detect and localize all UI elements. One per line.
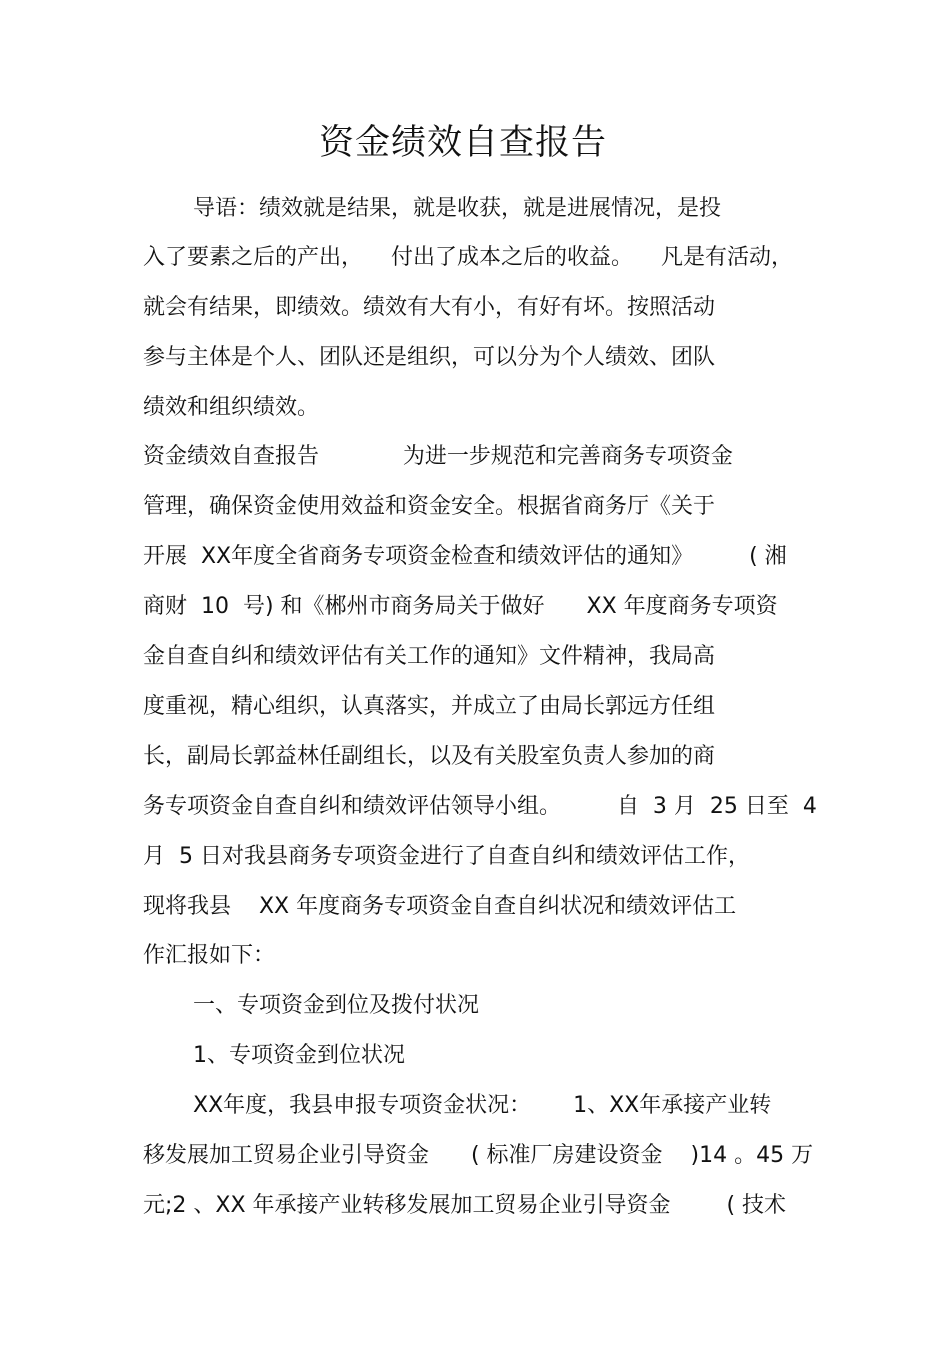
paragraph-line: 绩效和组织绩效。 xyxy=(143,395,320,420)
paragraph-line: 开展 XX年度全省商务专项资金检查和绩效评估的通知》 ( 湘 xyxy=(143,544,787,569)
paragraph-line: 移发展加工贸易企业引导资金 ( 标准厂房建设资金 )14 。45 万 xyxy=(143,1143,814,1168)
subsection-heading: 1、专项资金到位状况 xyxy=(193,1043,405,1068)
paragraph-line: 作汇报如下： xyxy=(143,943,276,968)
paragraph-line: 度重视，精心组织，认真落实，并成立了由局长郭远方任组 xyxy=(143,694,716,719)
paragraph-line: 入了要素之后的产出， 付出了成本之后的收益。 凡是有活动， xyxy=(143,245,793,270)
paragraph-line: 参与主体是个人、团队还是组织，可以分为个人绩效、团队 xyxy=(143,345,716,370)
paragraph-line: 金自查自纠和绩效评估有关工作的通知》文件精神，我局高 xyxy=(143,644,716,669)
paragraph-line: 管理，确保资金使用效益和资金安全。根据省商务厅《关于 xyxy=(143,494,716,519)
paragraph-line: 商财 10 号) 和《郴州市商务局关于做好 XX 年度商务专项资 xyxy=(143,594,778,619)
paragraph-line: 长，副局长郭益林任副组长，以及有关股室负责人参加的商 xyxy=(143,744,716,769)
paragraph-line: 元;2 、XX 年承接产业转移发展加工贸易企业引导资金 ( 技术 xyxy=(143,1193,787,1218)
paragraph-line: 月 5 日对我县商务专项资金进行了自查自纠和绩效评估工作， xyxy=(143,844,750,869)
document-title: 资金绩效自查报告 xyxy=(318,123,607,163)
paragraph-line: XX年度，我县申报专项资金状况： 1、XX年承接产业转 xyxy=(193,1093,772,1118)
section-heading: 一、专项资金到位及拨付状况 xyxy=(193,993,480,1018)
paragraph-line: 资金绩效自查报告 为进一步规范和完善商务专项资金 xyxy=(143,444,733,469)
paragraph-line: 现将我县 XX 年度商务专项资金自查自纠状况和绩效评估工 xyxy=(143,894,737,919)
paragraph-line: 就会有结果，即绩效。绩效有大有小，有好有坏。按照活动 xyxy=(143,295,716,320)
paragraph-line: 导语：绩效就是结果，就是收获，就是进展情况，是投 xyxy=(193,196,722,221)
paragraph-line: 务专项资金自查自纠和绩效评估领导小组。 自 3 月 25 日至 4 xyxy=(143,794,817,819)
